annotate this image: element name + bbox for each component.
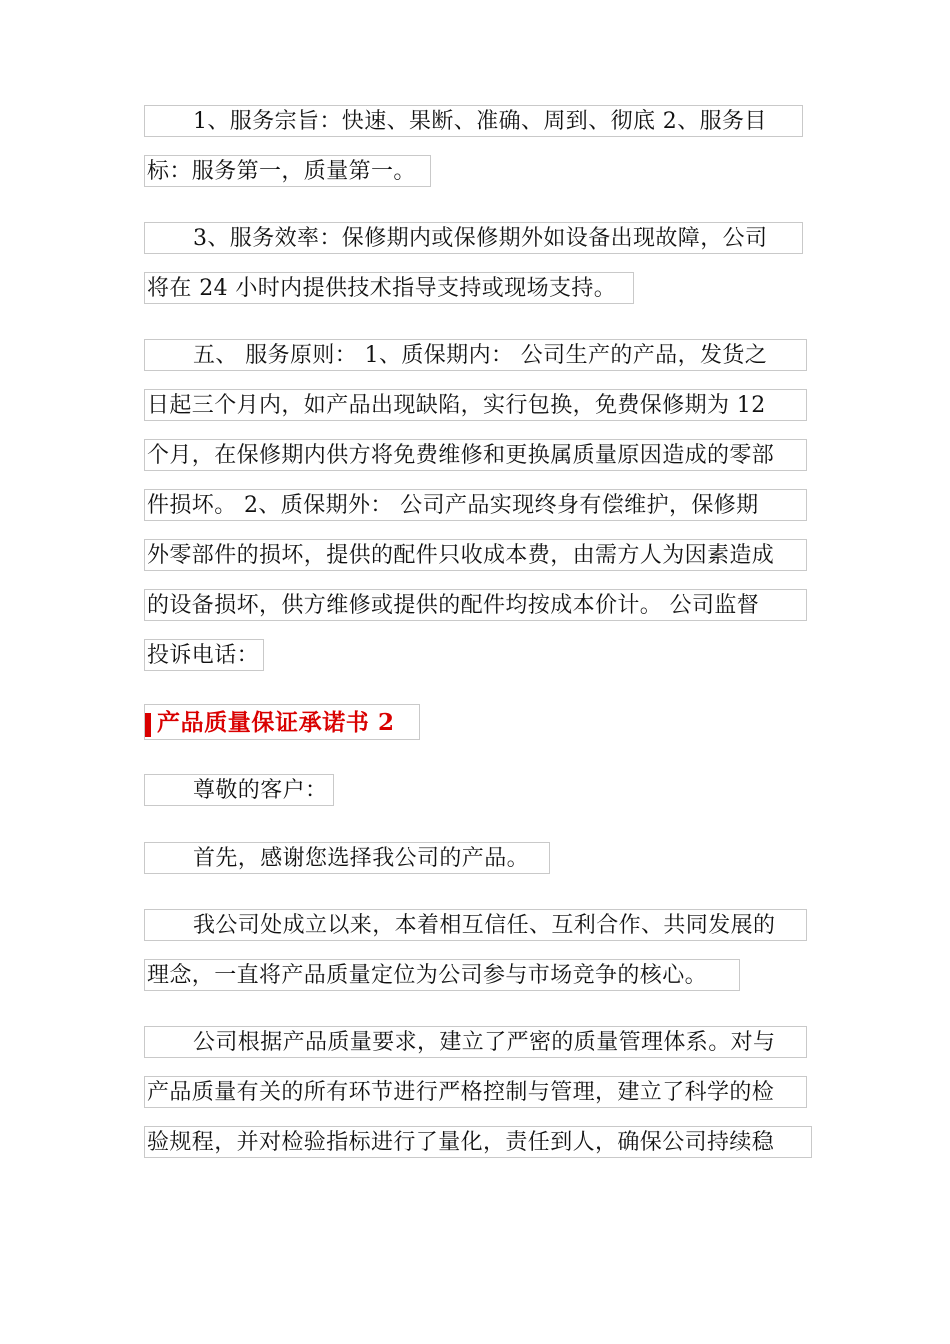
service-principle-line-1: 五、 服务原则： 1、质保期内： 公司生产的产品，发货之: [144, 339, 807, 371]
letter-para1: 首先，感谢您选择我公司的产品。: [144, 842, 550, 874]
service-efficiency-line-1: 3、服务效率：保修期内或保修期外如设备出现故障，公司: [144, 222, 803, 254]
service-purpose-line-2: 标：服务第一，质量第一。: [144, 155, 431, 187]
service-principle-line-6: 的设备损坏，供方维修或提供的配件均按成本价计。 公司监督: [144, 589, 807, 621]
letter-para2-line-1: 我公司处成立以来，本着相互信任、互利合作、共同发展的: [144, 909, 807, 941]
service-principle-line-7: 投诉电话：: [144, 639, 264, 671]
heading-title: 产品质量保证承诺书 2: [157, 709, 395, 736]
service-purpose-line-1: 1、服务宗旨：快速、果断、准确、周到、彻底 2、服务目: [144, 105, 803, 137]
service-principle-line-3: 个月，在保修期内供方将免费维修和更换属质量原因造成的零部: [144, 439, 807, 471]
service-principle-line-2: 日起三个月内，如产品出现缺陷，实行包换，免费保修期为 12: [144, 389, 807, 421]
section-heading: [144, 704, 420, 740]
heading-marker: [145, 713, 151, 737]
service-efficiency-line-2: 将在 24 小时内提供技术指导支持或现场支持。: [144, 272, 634, 304]
service-principle-line-4: 件损坏。 2、质保期外： 公司产品实现终身有偿维护，保修期: [144, 489, 807, 521]
service-principle-line-5: 外零部件的损坏，提供的配件只收成本费，由需方人为因素造成: [144, 539, 807, 571]
letter-para3-line-3: 验规程，并对检验指标进行了量化，责任到人，确保公司持续稳: [144, 1126, 812, 1158]
letter-salutation: 尊敬的客户：: [144, 774, 334, 806]
letter-para3-line-2: 产品质量有关的所有环节进行严格控制与管理，建立了科学的检: [144, 1076, 807, 1108]
letter-para2-line-2: 理念，一直将产品质量定位为公司参与市场竞争的核心。: [144, 959, 740, 991]
letter-para3-line-1: 公司根据产品质量要求，建立了严密的质量管理体系。对与: [144, 1026, 807, 1058]
